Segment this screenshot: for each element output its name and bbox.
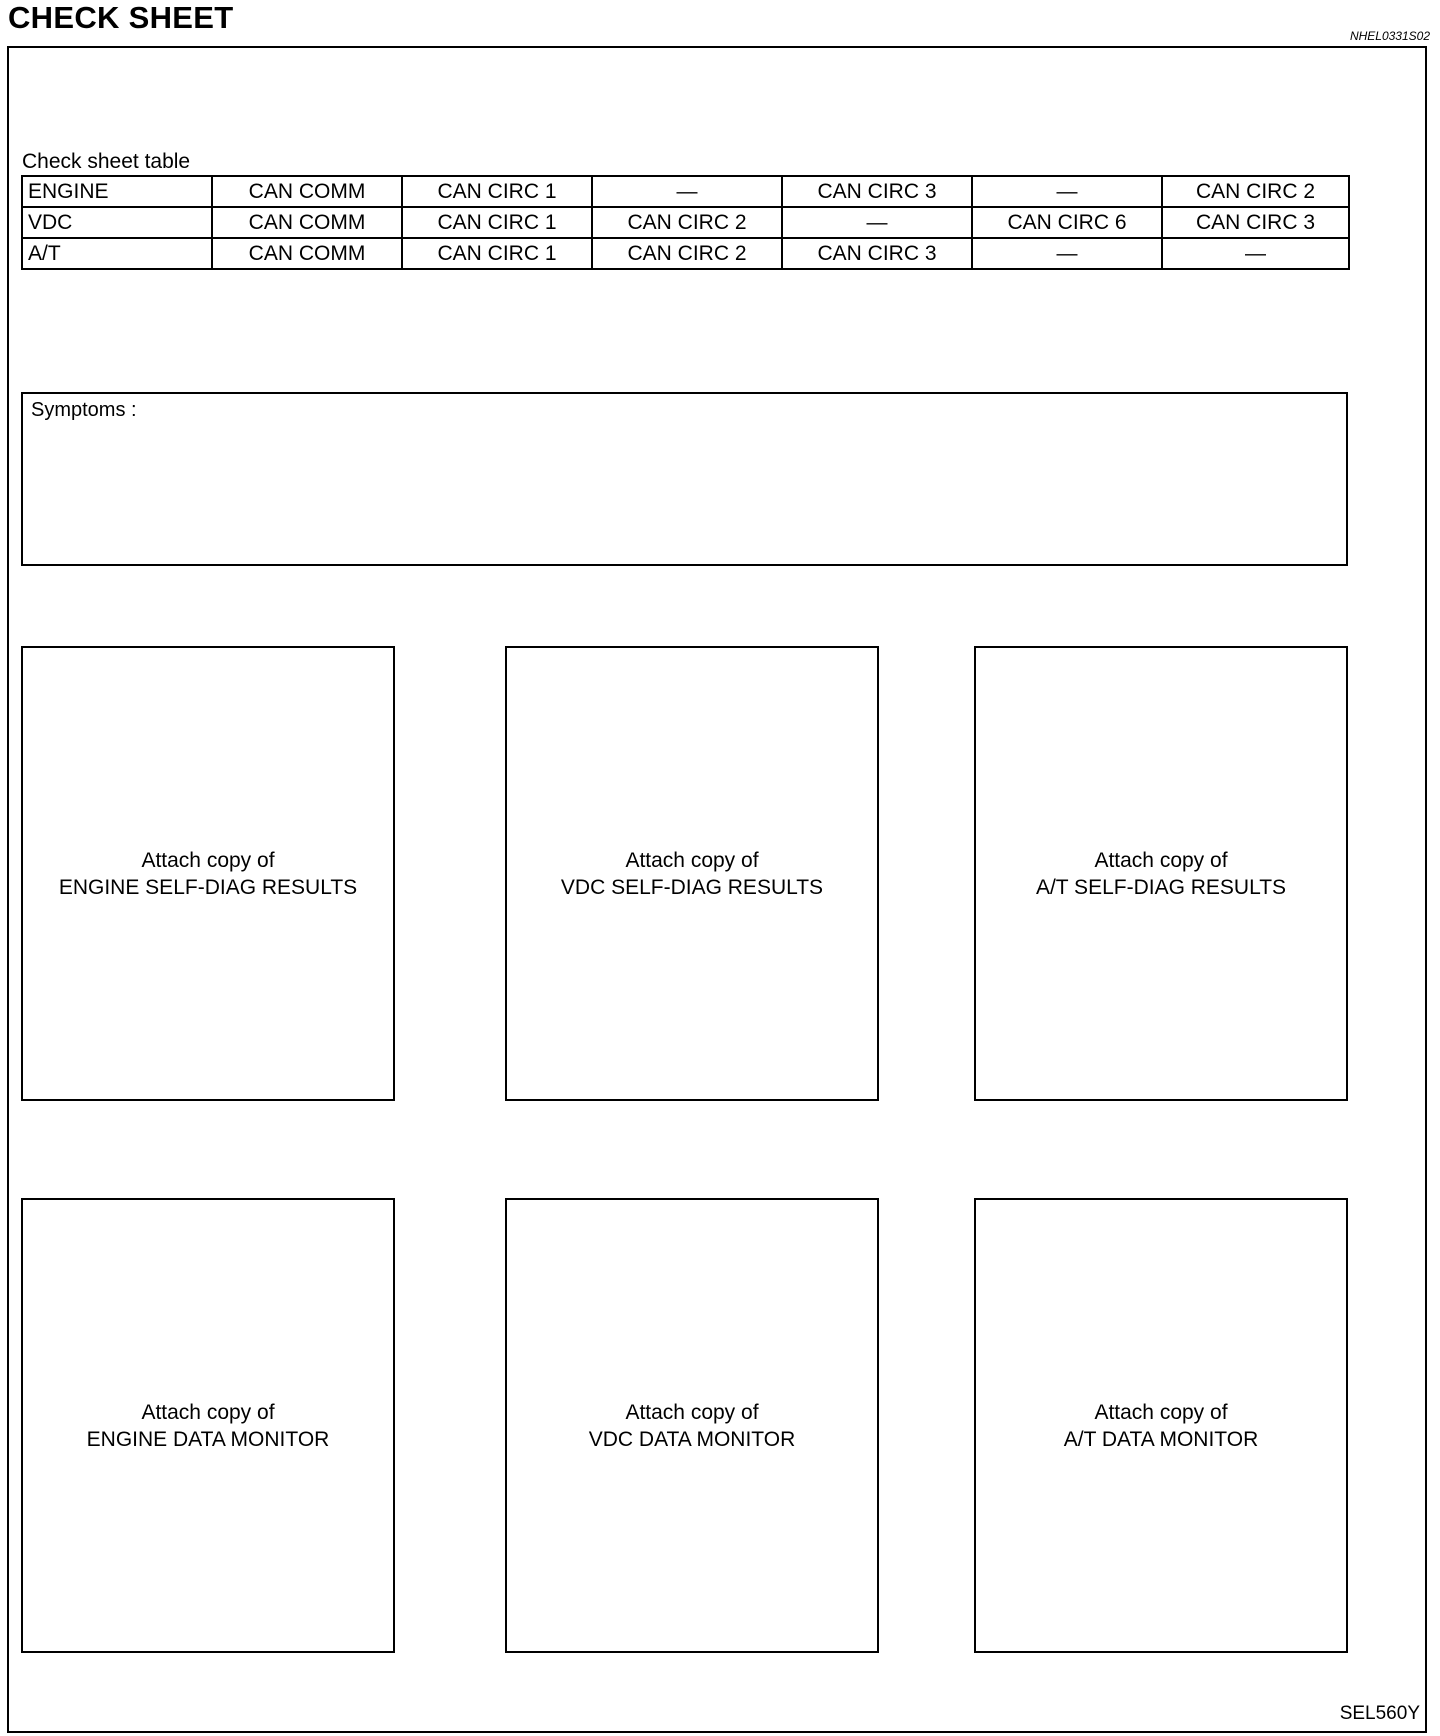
attach-title: A/T DATA MONITOR [1063,1427,1259,1451]
table-row-vdc [22,207,1349,238]
check-sheet-table [21,175,1350,270]
attach-line: Attach copy of [1094,848,1228,872]
table-cell: — [782,207,972,238]
table-cell: CAN CIRC 1 [402,207,592,238]
attach-title: VDC DATA MONITOR [588,1427,796,1451]
row-label-engine: ENGINE [22,176,212,207]
table-cell: CAN CIRC 3 [782,176,972,207]
at-self-diag-box [974,646,1348,1101]
table-cell: CAN CIRC 1 [402,176,592,207]
attach-line: Attach copy of [625,848,759,872]
attach-title: VDC SELF-DIAG RESULTS [560,875,824,899]
symptoms-box[interactable] [21,392,1348,566]
table-cell: — [972,176,1162,207]
at-data-monitor-box [974,1198,1348,1653]
attach-line: Attach copy of [1094,1400,1228,1424]
row-label-vdc: VDC [22,207,212,238]
row-label-at: A/T [22,238,212,269]
table-cell: CAN CIRC 2 [592,207,782,238]
table-cell: CAN CIRC 2 [1162,176,1349,207]
table-cell: CAN CIRC 6 [972,207,1162,238]
figure-code: SEL560Y [1339,1703,1420,1724]
table-cell: — [592,176,782,207]
table-caption: Check sheet table [22,150,191,173]
vdc-data-monitor-box [505,1198,879,1653]
table-cell: CAN COMM [212,207,402,238]
table-cell: CAN COMM [212,238,402,269]
attach-line: Attach copy of [141,1400,275,1424]
attach-line: Attach copy of [625,1400,759,1424]
attach-title: A/T SELF-DIAG RESULTS [1035,875,1287,899]
table-cell: CAN CIRC 1 [402,238,592,269]
reference-code: NHEL0331S02 [1349,29,1430,43]
table-row-at [22,238,1349,269]
table-cell: CAN COMM [212,176,402,207]
table-cell: CAN CIRC 3 [1162,207,1349,238]
table-row-engine [22,176,1349,207]
table-cell: CAN CIRC 2 [592,238,782,269]
attach-line: Attach copy of [141,848,275,872]
symptoms-label: Symptoms : [31,399,137,421]
engine-data-monitor-box [21,1198,395,1653]
page-title: CHECK SHEET [8,0,234,35]
attach-title: ENGINE SELF-DIAG RESULTS [58,875,358,899]
table-cell: — [972,238,1162,269]
vdc-self-diag-box [505,646,879,1101]
engine-self-diag-box [21,646,395,1101]
attach-title: ENGINE DATA MONITOR [86,1427,330,1451]
table-cell: — [1162,238,1349,269]
table-cell: CAN CIRC 3 [782,238,972,269]
